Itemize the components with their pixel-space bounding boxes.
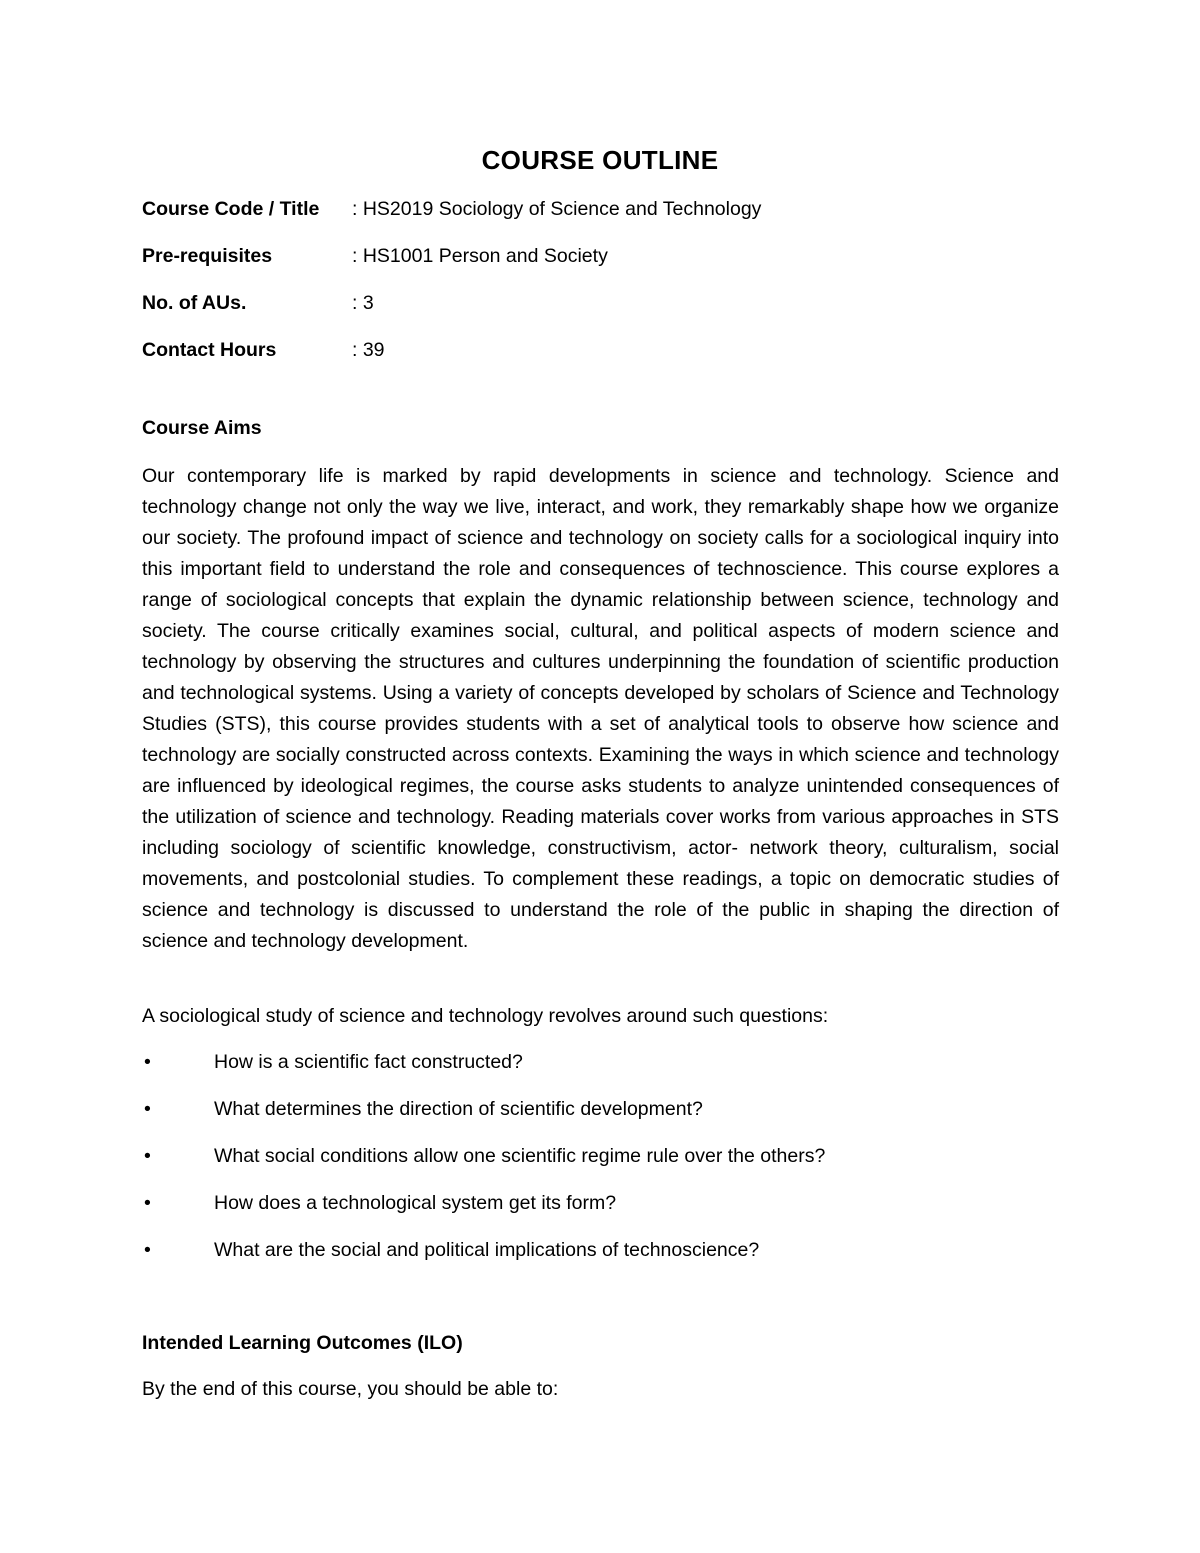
bullet-icon: • — [144, 1145, 151, 1167]
ilo-lead: By the end of this course, you should be able to: — [142, 1378, 559, 1400]
course-aims-paragraph: Our contemporary life is marked by rapid developments in science and technology. Science and technology change not only the way we live, interact, and work, they remarkably shape how we organize our society. The profound impact of science and technology on society calls for a sociological inquiry into this important field to understand the role and consequences of technoscience. This course explores a range of sociological concepts that explain the dynamic relationship between science, technology and society. The course critically examines social, cultural, and political aspects of modern science and technology by observing the structures and cultures underpinning the foundation of scientific production and technological systems. Using a variety of concepts developed by scholars of Science and Technology Studies (STS), this course provides students with a set of analytical tools to observe how science and technology are socially constructed across contexts. Examining the ways in which science and technology are influenced by ideological regimes, the course asks students to analyze unintended consequences of the utilization of science and technology. Reading materials cover works from various approaches in STS including sociology of scientific knowledge, constructivism, actor- network theory, culturalism, social movements, and postcolonial studies. To complement these readings, a topic on democratic studies of science and technology is discussed to understand the role of the public in shaping the direction of science and technology development. — [142, 465, 1059, 952]
list-item — [142, 1098, 1062, 1145]
question-text: What social conditions allow one scientific regime rule over the others? — [214, 1145, 826, 1167]
question-text: What determines the direction of scientific development? — [214, 1098, 703, 1120]
question-text: What are the social and political implications of technoscience? — [214, 1239, 760, 1261]
course-aims-heading: Course Aims — [142, 417, 262, 439]
bullet-icon: • — [144, 1098, 151, 1120]
meta-row-contact-hours — [142, 339, 1062, 386]
ilo-heading: Intended Learning Outcomes (ILO) — [142, 1332, 463, 1354]
list-item — [142, 1192, 1062, 1239]
questions-list — [142, 1051, 1062, 1286]
meta-row-aus — [142, 292, 1062, 339]
meta-label: No. of AUs. — [142, 292, 247, 314]
bullet-icon: • — [144, 1239, 151, 1261]
question-text: How does a technological system get its form? — [214, 1192, 617, 1214]
meta-value: : 39 — [352, 339, 385, 361]
meta-label: Pre-requisites — [142, 245, 273, 267]
list-item — [142, 1051, 1062, 1098]
list-item — [142, 1145, 1062, 1192]
meta-value: : 3 — [352, 292, 374, 314]
page-title: COURSE OUTLINE — [481, 145, 719, 175]
questions-lead: A sociological study of science and technology revolves around such questions: — [142, 1005, 829, 1027]
meta-row-prerequisites — [142, 245, 1062, 292]
question-text: How is a scientific fact constructed? — [214, 1051, 523, 1073]
course-meta-table — [142, 198, 1062, 386]
list-item — [142, 1239, 1062, 1286]
meta-value: : HS2019 Sociology of Science and Technology — [352, 198, 762, 220]
meta-label: Contact Hours — [142, 339, 277, 361]
meta-value: : HS1001 Person and Society — [352, 245, 608, 267]
bullet-icon: • — [144, 1051, 151, 1073]
bullet-icon: • — [144, 1192, 151, 1214]
meta-label: Course Code / Title — [142, 198, 320, 220]
meta-row-course-code — [142, 198, 1062, 245]
